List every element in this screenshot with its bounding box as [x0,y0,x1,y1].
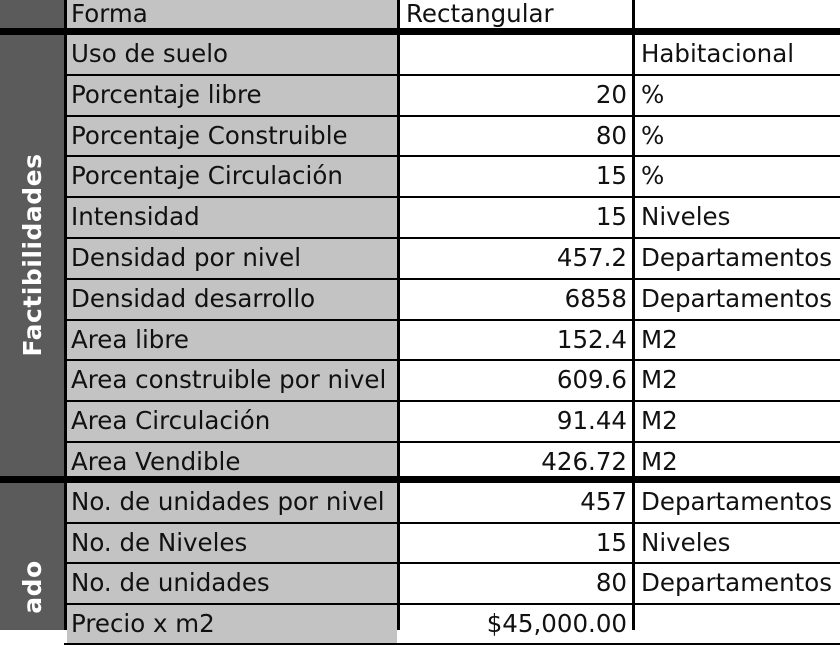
row-value[interactable]: 426.72 [400,443,632,482]
row-value[interactable]: 6858 [400,280,632,319]
forma-unit[interactable] [635,0,840,28]
row-label[interactable]: Densidad desarrollo [67,280,397,319]
row-label[interactable]: Area Circulación [67,402,397,441]
row-label[interactable]: No. de unidades por nivel [67,483,397,522]
row-value[interactable]: 457.2 [400,239,632,278]
row-label[interactable]: Porcentaje Construible [67,117,397,155]
row-value[interactable]: 80 [400,564,632,603]
column-divider [397,0,400,630]
section-divider [0,476,840,483]
second-section-title: ado [17,560,47,614]
row-value[interactable] [400,35,632,74]
row-label[interactable]: Area libre [67,321,397,359]
top-side-cell [0,0,64,28]
row-unit[interactable]: M2 [635,321,840,359]
row-label[interactable]: Porcentaje Circulación [67,157,397,196]
row-label[interactable]: Area Vendible [67,443,397,482]
row-label[interactable]: Intensidad [67,198,397,237]
row-unit[interactable]: Departamentos [635,564,840,603]
row-unit[interactable]: Habitacional [635,35,840,74]
row-label[interactable]: No. de unidades [67,564,397,603]
row-value[interactable]: 20 [400,76,632,115]
section-divider [0,28,840,35]
forma-label[interactable]: Forma [67,0,397,28]
row-unit[interactable]: M2 [635,361,840,400]
factibilidades-section-header [0,35,64,476]
row-label[interactable]: Densidad por nivel [67,239,397,278]
column-divider [632,0,635,630]
row-unit[interactable]: % [635,76,840,115]
row-label[interactable]: Precio x m2 [67,605,397,643]
row-value[interactable]: 80 [400,117,632,155]
row-unit[interactable]: Departamentos [635,280,840,319]
row-label[interactable]: No. de Niveles [67,524,397,562]
forma-value[interactable]: Rectangular [400,0,632,28]
row-value[interactable]: 457 [400,483,632,522]
row-label[interactable]: Porcentaje libre [67,76,397,115]
row-unit[interactable]: Departamentos [635,239,840,278]
factibilidades-title: Factibilidades [17,153,47,357]
row-value[interactable]: 152.4 [400,321,632,359]
column-divider [64,0,67,630]
row-label[interactable]: Uso de suelo [67,35,397,74]
row-unit[interactable]: % [635,157,840,196]
row-unit[interactable]: M2 [635,443,840,482]
row-unit[interactable]: M2 [635,402,840,441]
row-unit[interactable]: Niveles [635,524,840,562]
row-value[interactable]: 609.6 [400,361,632,400]
row-value[interactable]: 15 [400,198,632,237]
row-unit[interactable]: Departamentos [635,483,840,522]
row-value[interactable]: $45,000.00 [400,605,632,643]
row-unit[interactable]: Niveles [635,198,840,237]
row-value[interactable]: 15 [400,157,632,196]
row-unit[interactable]: % [635,117,840,155]
second-section-header [0,483,64,630]
row-value[interactable]: 15 [400,524,632,562]
row-label[interactable]: Area construible por nivel [67,361,397,400]
row-unit[interactable] [635,605,840,643]
row-value[interactable]: 91.44 [400,402,632,441]
